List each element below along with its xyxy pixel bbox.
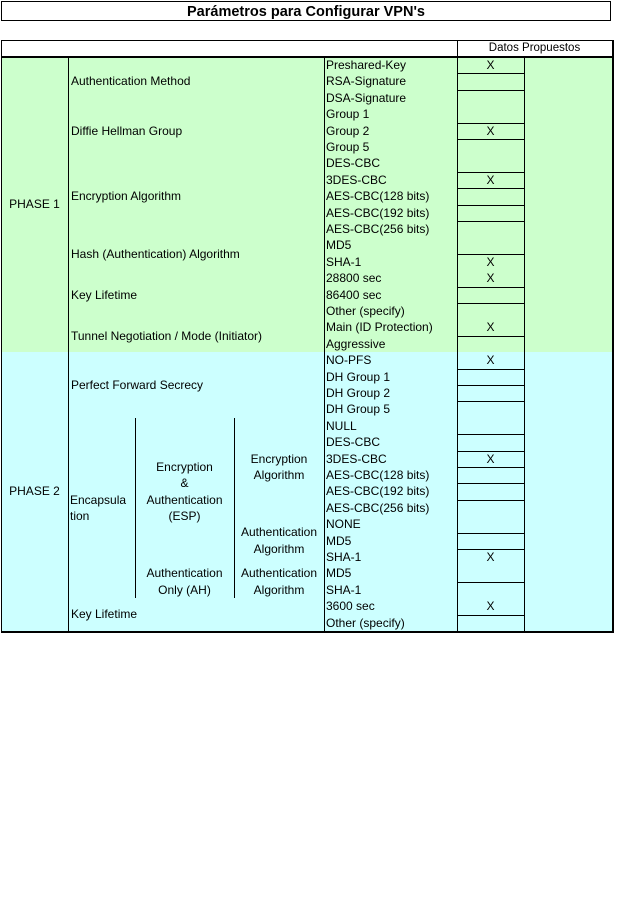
phase1-row3-extra (524, 254, 612, 270)
phase1-row1-extra (524, 123, 612, 139)
phase1-param-label: Hash (Authentication) Algorithm (68, 237, 324, 270)
p2-lifetime-extra (524, 598, 612, 614)
ah-authentication-label (234, 565, 324, 598)
grid-line (457, 254, 524, 255)
esp-enc-option: AES-CBC(128 bits) (324, 467, 457, 483)
esp-encryption-label-line: Encryption (250, 451, 308, 466)
phase1-row4-option: 28800 sec (324, 270, 457, 286)
phase1-row2-extra (524, 155, 612, 171)
esp-enc-mark (457, 500, 524, 516)
phase1-row4-option: 86400 sec (324, 287, 457, 303)
esp-label (135, 418, 234, 566)
phase1-row3-mark (457, 237, 524, 253)
esp-label-line: & (180, 476, 189, 491)
grid-line (457, 90, 524, 91)
phase1-row5-option: Main (ID Protection) (324, 319, 457, 335)
phase1-row4-option: Other (specify) (324, 303, 457, 319)
phase1-row4-extra (524, 270, 612, 286)
phase1-row2-option: DES-CBC (324, 155, 457, 171)
grid-line (457, 483, 524, 484)
phase1-row2-extra (524, 172, 612, 188)
phase1-row0-extra (524, 73, 612, 89)
phase1-param-label: Encryption Algorithm (68, 155, 324, 237)
grid-line (234, 418, 235, 598)
phase1-row5-mark: X (457, 319, 524, 335)
pfs-option: DH Group 1 (324, 369, 457, 385)
grid-line (457, 139, 524, 140)
phase1-row1-option: Group 2 (324, 123, 457, 139)
ah-auth-mark (457, 565, 524, 581)
pfs-mark (457, 385, 524, 401)
encapsulation-label-line: tion (70, 508, 90, 523)
esp-enc-mark (457, 434, 524, 450)
p2-lifetime-option: Other (specify) (324, 615, 457, 631)
phase2-key-lifetime-label: Key Lifetime (68, 598, 324, 631)
grid-line (457, 582, 524, 583)
pfs-extra (524, 401, 612, 417)
pfs-extra (524, 369, 612, 385)
esp-enc-mark (457, 483, 524, 499)
esp-label-line: Authentication (146, 492, 223, 507)
pfs-param-label: Perfect Forward Secrecy (68, 352, 324, 418)
grid-line (68, 57, 69, 631)
phase1-row2-extra (524, 221, 612, 237)
esp-label-line: Encryption (156, 459, 213, 474)
phase1-row2-mark: X (457, 172, 524, 188)
phase1-row0-option: RSA-Signature (324, 73, 457, 89)
phase1-row1-mark (457, 139, 524, 155)
phase1-row5-option: Aggressive (324, 336, 457, 352)
esp-enc-extra (524, 451, 612, 467)
phase1-row0-option: Preshared-Key (324, 57, 457, 73)
grid-line (457, 549, 524, 550)
encapsulation-label-line: Encapsula (70, 492, 127, 507)
esp-auth-option: SHA-1 (324, 549, 457, 565)
grid-line (457, 287, 524, 288)
esp-enc-option: NULL (324, 418, 457, 434)
grid-line (457, 303, 524, 304)
grid-line (1, 631, 613, 633)
esp-auth-extra (524, 549, 612, 565)
esp-enc-extra (524, 500, 612, 516)
phase1-row2-option: 3DES-CBC (324, 172, 457, 188)
grid-line (457, 40, 458, 57)
phase1-row1-mark (457, 106, 524, 122)
phase1-row3-option: SHA-1 (324, 254, 457, 270)
ah-auth-mark (457, 582, 524, 598)
grid-line (457, 369, 524, 370)
phase1-row3-extra (524, 237, 612, 253)
phase1-row1-extra (524, 106, 612, 122)
ah-auth-extra (524, 582, 612, 598)
phase1-row3-mark: X (457, 254, 524, 270)
ah-label-line: Only (AH) (158, 582, 211, 597)
grid-line (457, 73, 524, 74)
esp-auth-option: NONE (324, 516, 457, 532)
phase1-row5-extra (524, 336, 612, 352)
esp-enc-option: DES-CBC (324, 434, 457, 450)
p2-lifetime-option: 3600 sec (324, 598, 457, 614)
phase1-row1-mark: X (457, 123, 524, 139)
pfs-mark: X (457, 352, 524, 368)
esp-authentication-label-line: Authentication (240, 525, 318, 540)
grid-line (457, 172, 524, 173)
phase1-row1-option: Group 5 (324, 139, 457, 155)
datos-propuestos-header: Datos Propuestos (457, 41, 612, 56)
grid-line (457, 385, 524, 386)
grid-line (1, 57, 612, 58)
grid-line (457, 533, 524, 534)
phase1-row2-extra (524, 205, 612, 221)
phase1-row1-extra (524, 139, 612, 155)
phase1-row2-extra (524, 188, 612, 204)
esp-enc-extra (524, 483, 612, 499)
ah-authentication-label-line: Authentication (240, 566, 318, 581)
phase1-label: PHASE 1 (1, 57, 68, 352)
grid-line (457, 188, 524, 189)
grid-line (457, 615, 524, 616)
esp-auth-option: MD5 (324, 533, 457, 549)
esp-authentication-label-line: Algorithm (253, 541, 305, 556)
esp-enc-extra (524, 418, 612, 434)
phase2-label: PHASE 2 (1, 352, 68, 631)
esp-enc-option: AES-CBC(256 bits) (324, 500, 457, 516)
phase1-row2-mark (457, 155, 524, 171)
phase1-row0-option: DSA-Signature (324, 90, 457, 106)
grid-line (457, 401, 524, 402)
grid-line (457, 336, 524, 337)
phase1-row4-extra (524, 287, 612, 303)
pfs-extra (524, 352, 612, 368)
esp-enc-option: AES-CBC(192 bits) (324, 483, 457, 499)
esp-enc-mark (457, 418, 524, 434)
grid-line (457, 221, 524, 222)
phase1-row2-option: AES-CBC(256 bits) (324, 221, 457, 237)
grid-line (457, 123, 524, 124)
grid-line (1, 57, 2, 631)
phase1-row5-extra (524, 319, 612, 335)
grid-line (457, 434, 524, 435)
ah-auth-option: SHA-1 (324, 582, 457, 598)
page-title: Parámetros para Configurar VPN's (1, 1, 611, 21)
phase1-row2-mark (457, 188, 524, 204)
phase1-param-label: Diffie Hellman Group (68, 106, 324, 155)
grid-line (324, 57, 325, 631)
grid-line (524, 57, 525, 631)
phase1-row2-mark (457, 205, 524, 221)
phase1-row4-extra (524, 303, 612, 319)
pfs-extra (524, 385, 612, 401)
esp-encryption-label-line: Algorithm (253, 467, 305, 482)
phase1-row0-mark: X (457, 57, 524, 73)
phase1-row0-mark (457, 90, 524, 106)
esp-auth-extra (524, 516, 612, 532)
ah-label-line: Authentication (146, 566, 223, 581)
esp-auth-extra (524, 533, 612, 549)
phase1-param-label: Tunnel Negotiation / Mode (Initiator) (68, 319, 324, 352)
esp-authentication-label (234, 516, 324, 565)
esp-enc-option: 3DES-CBC (324, 451, 457, 467)
p2-lifetime-mark (457, 615, 524, 631)
grid-line (457, 205, 524, 206)
phase1-row3-option: MD5 (324, 237, 457, 253)
grid-line (135, 418, 136, 598)
phase1-row2-option: AES-CBC(128 bits) (324, 188, 457, 204)
pfs-option: NO-PFS (324, 352, 457, 368)
ah-label (135, 565, 234, 598)
esp-auth-mark (457, 533, 524, 549)
grid-line (457, 500, 524, 501)
encapsulation-label (68, 418, 135, 598)
phase1-row0-extra (524, 57, 612, 73)
phase1-param-label: Key Lifetime (68, 270, 324, 319)
phase1-row4-mark: X (457, 270, 524, 286)
pfs-mark (457, 401, 524, 417)
esp-auth-mark: X (457, 549, 524, 565)
phase1-row0-extra (524, 90, 612, 106)
p2-lifetime-extra (524, 615, 612, 631)
phase1-row2-mark (457, 221, 524, 237)
ah-auth-option: MD5 (324, 565, 457, 581)
ah-authentication-label-line: Algorithm (253, 582, 305, 597)
phase1-row0-mark (457, 73, 524, 89)
pfs-mark (457, 369, 524, 385)
esp-enc-extra (524, 434, 612, 450)
ah-auth-extra (524, 565, 612, 581)
esp-auth-mark (457, 516, 524, 532)
esp-label-line: (ESP) (168, 509, 201, 523)
grid-line (457, 467, 524, 468)
phase1-param-label: Authentication Method (68, 57, 324, 106)
phase1-row4-mark (457, 303, 524, 319)
pfs-option: DH Group 5 (324, 401, 457, 417)
phase1-row2-option: AES-CBC(192 bits) (324, 205, 457, 221)
esp-enc-mark: X (457, 451, 524, 467)
grid-line (457, 451, 524, 452)
esp-encryption-label (234, 418, 324, 516)
grid-line (612, 40, 614, 633)
phase1-row5-mark (457, 336, 524, 352)
esp-enc-mark (457, 467, 524, 483)
phase1-row4-mark (457, 287, 524, 303)
esp-enc-extra (524, 467, 612, 483)
phase1-row1-option: Group 1 (324, 106, 457, 122)
grid-line (457, 57, 458, 631)
pfs-option: DH Group 2 (324, 385, 457, 401)
p2-lifetime-mark: X (457, 598, 524, 614)
